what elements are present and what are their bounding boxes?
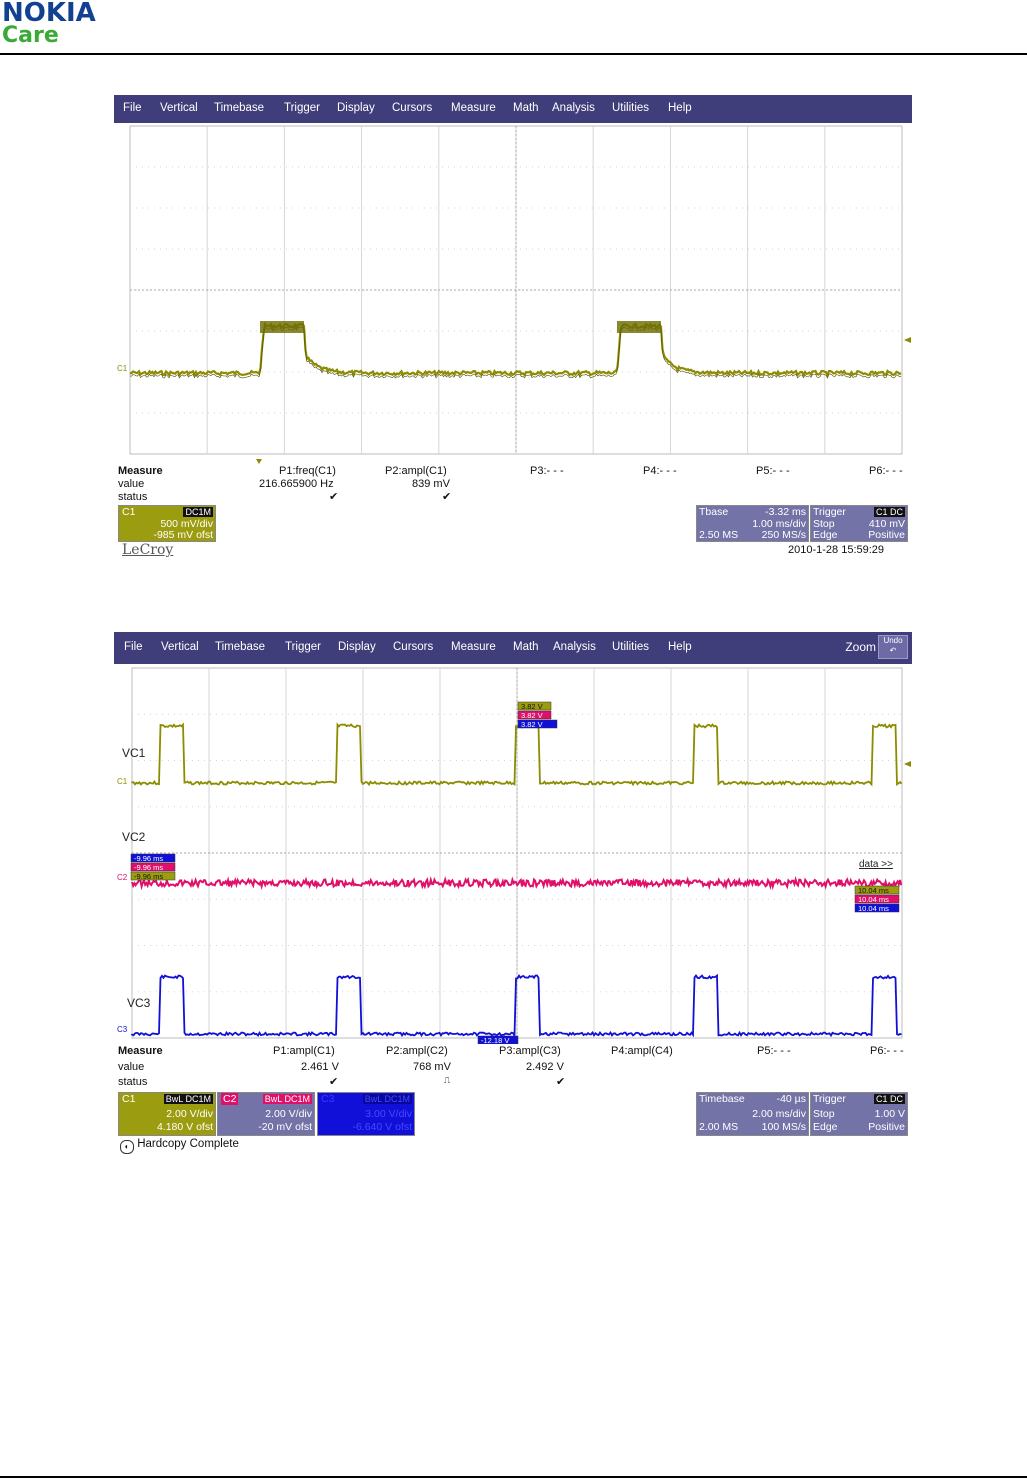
scope2-c1-marker: C1 [117, 777, 128, 786]
scope2-c1-coupling: DC1M [185, 1094, 211, 1104]
menu-math[interactable]: Math [513, 102, 539, 114]
bottom-tag-1: -12.18 V [481, 1036, 510, 1044]
scope1-p6-name: P6:- - - [869, 465, 903, 477]
menu-file[interactable]: File [123, 102, 142, 114]
nokia-care-logo [2, 0, 96, 47]
scope1-value-label: value [118, 478, 145, 490]
scope2-measure-title: Measure [118, 1045, 163, 1057]
scope1-c1-vdiv: 500 mV/div [160, 518, 213, 530]
scope2-c1-offset: 4.180 V ofst [156, 1121, 213, 1133]
scope2-tbase-value: -40 µs [776, 1093, 806, 1105]
scope1-trigger-mode: Stop [813, 518, 835, 530]
scope1-p5-name: P5:- - - [756, 465, 790, 477]
menu-utilities[interactable]: Utilities [612, 641, 650, 653]
left-tag-2: -9.96 ms [134, 863, 164, 872]
scope2-c1-vdiv: 2.00 V/div [166, 1108, 213, 1120]
hardcopy-text: Hardcopy Complete [137, 1138, 239, 1150]
right-tag-3: 10.04 ms [858, 904, 889, 913]
scope2-c2-coupling: DC1M [284, 1094, 310, 1104]
menu-cursors[interactable]: Cursors [392, 102, 433, 114]
menu-measure[interactable]: Measure [451, 102, 496, 114]
scope2-c3-offset: -6.640 V ofst [352, 1121, 412, 1133]
scope1-p3-name: P3:- - - [530, 465, 564, 477]
scope2-c3-vdiv: 3.00 V/div [365, 1108, 412, 1120]
left-tag-1: -9.96 ms [134, 854, 164, 863]
scope1-c1-offset: -985 mV ofst [153, 529, 213, 541]
scope1-p1-name: P1:freq(C1) [279, 465, 336, 477]
scope1-p2-status: ✔ [442, 491, 452, 503]
scope2-c2-tags [263, 1094, 312, 1104]
scope2-c3-bw: BwL [364, 1094, 382, 1104]
zoom-button[interactable]: Zoom [845, 640, 876, 654]
menu-trigger[interactable]: Trigger [284, 102, 320, 114]
scope1-trigger-label: Trigger [813, 506, 846, 518]
scope2-p2-name: P2:ampl(C2) [386, 1045, 448, 1057]
scope2-c1-channel-box[interactable] [118, 1092, 216, 1136]
scope1-c1-marker: C1 [117, 364, 128, 373]
data-link: data >> [859, 859, 893, 870]
scope2-c3-tags [363, 1094, 412, 1104]
scope2-trigger-mode: Stop [813, 1108, 835, 1120]
scope1-p2-value: 839 mV [412, 478, 450, 490]
vc1-label: VC1 [122, 746, 146, 760]
scope2-p3-status: ✔ [556, 1076, 566, 1088]
undo-label: Undo [883, 636, 903, 645]
menu-vertical[interactable]: Vertical [161, 641, 199, 653]
undo-icon: ↶ [889, 646, 897, 655]
menu-timebase[interactable]: Timebase [215, 641, 266, 653]
scope2-trigger-chan-text: C1 [875, 1094, 888, 1104]
scope2-trigger-slope: Positive [868, 1121, 905, 1133]
scope2-c2-channel-box[interactable] [217, 1092, 315, 1136]
scope1-trigger-level: 410 mV [868, 518, 905, 530]
scope1-status-label: status [118, 491, 148, 503]
scope1-c1-channel-box[interactable] [118, 505, 216, 542]
scope1-trigger-type: Edge [813, 529, 838, 541]
menu-vertical[interactable]: Vertical [160, 102, 198, 114]
undo-button[interactable] [878, 635, 908, 659]
logo-sub: Care [2, 23, 59, 48]
scope1-trigger-chan [874, 507, 905, 517]
printer-icon: ◐ [120, 1140, 134, 1154]
menu-analysis[interactable]: Analysis [553, 641, 596, 653]
scope2-trigger-type: Edge [813, 1121, 838, 1133]
scope2-trigger-label: Trigger [813, 1093, 846, 1105]
scope1-trigger-box[interactable] [810, 505, 908, 542]
scope2-p1-name: P1:ampl(C1) [273, 1045, 335, 1057]
scope1-tbase-value: -3.32 ms [765, 506, 806, 518]
vc3-label: VC3 [127, 996, 151, 1010]
scope2-p2-value: 768 mV [413, 1061, 451, 1073]
top-tag-2: 3.82 V [521, 711, 543, 720]
scope2-graticule [114, 664, 912, 1044]
scope1-tbase-tdiv: 1.00 ms/div [752, 518, 806, 530]
logo-brand: NOKIA [2, 0, 96, 28]
top-cursor-tags [518, 702, 557, 729]
scope2-c3-marker: C3 [117, 1025, 128, 1034]
scope2-p5-name: P5:- - - [757, 1045, 791, 1057]
menu-trigger[interactable]: Trigger [285, 641, 321, 653]
top-tag-3: 3.82 V [521, 720, 543, 729]
menu-measure[interactable]: Measure [451, 641, 496, 653]
scope2-c2-vdiv: 2.00 V/div [265, 1108, 312, 1120]
scope1-tbase-rate: 250 MS/s [761, 529, 806, 541]
scope1-p1-value: 216.665900 Hz [259, 478, 334, 490]
scope2-c1-bw: BwL [165, 1094, 183, 1104]
scope1-trigger-chan-text: C1 [875, 507, 888, 517]
scope2-p1-value: 2.461 V [301, 1061, 339, 1073]
scope2-c1-label: C1 [122, 1093, 136, 1105]
scope1-c1-coupling: DC1M [185, 507, 211, 517]
scope2-p6-name: P6:- - - [870, 1045, 904, 1057]
scope2-p1-status: ✔ [329, 1076, 339, 1088]
scope2-tbase-rate: 100 MS/s [761, 1121, 806, 1133]
scope1-trigger-coupling: DC [890, 507, 903, 517]
menu-cursors[interactable]: Cursors [393, 641, 434, 653]
scope1-p2-name: P2:ampl(C1) [385, 465, 447, 477]
scope1-c1-label: C1 [122, 506, 136, 518]
scope2-trigger-level: 1.00 V [874, 1108, 905, 1120]
scope1-p4-name: P4:- - - [643, 465, 677, 477]
scope2-c2-offset: -20 mV ofst [258, 1121, 312, 1133]
top-tag-1: 3.82 V [521, 702, 543, 711]
scope1-measure-title: Measure [118, 465, 163, 477]
scope2-c2-label: C2 [223, 1093, 237, 1105]
scope1-timebase-box[interactable] [696, 505, 809, 542]
scope2-value-label: value [118, 1061, 145, 1073]
menu-math[interactable]: Math [513, 641, 539, 653]
menu-display[interactable]: Display [337, 102, 375, 114]
scope2-p3-value: 2.492 V [526, 1061, 564, 1073]
scope2-c2-marker: C2 [117, 873, 128, 882]
scope1-menubar [114, 95, 912, 123]
right-tag-1: 10.04 ms [858, 886, 889, 895]
left-cursor-tags [131, 854, 175, 881]
menu-help[interactable]: Help [668, 641, 692, 653]
scope2-c3-coupling: DC1M [384, 1094, 410, 1104]
menu-utilities[interactable]: Utilities [612, 102, 650, 114]
footer-rule [0, 1476, 1027, 1478]
scope1-trigger-slope: Positive [868, 529, 905, 541]
lecroy-logo: LeCroy [122, 542, 174, 558]
oscilloscope-screenshot-1 [114, 95, 912, 565]
menu-help[interactable]: Help [668, 102, 692, 114]
c1-pulse-band [260, 321, 304, 333]
menu-display[interactable]: Display [338, 641, 376, 653]
vc2-label: VC2 [122, 830, 146, 844]
scope1-timestamp: 2010-1-28 15:59:29 [788, 544, 885, 556]
scope2-c1-tags [164, 1094, 213, 1104]
scope1-graticule [114, 123, 912, 468]
scope2-c2-bw: BwL [264, 1094, 282, 1104]
scope2-tbase-samples: 2.00 MS [699, 1121, 739, 1133]
bottom-cursor-tags [472, 1036, 518, 1044]
scope1-tbase-samples: 2.50 MS [699, 529, 739, 541]
scope2-tbase-tdiv: 2.00 ms/div [752, 1108, 806, 1120]
scope1-p1-status: ✔ [329, 491, 339, 503]
scope2-tbase-label: Timebase [699, 1093, 745, 1105]
scope2-p4-name: P4:ampl(C4) [611, 1045, 673, 1057]
left-tag-3: -9.96 ms [134, 872, 164, 881]
scope2-trigger-box[interactable] [810, 1092, 908, 1136]
scope2-status-label: status [118, 1076, 148, 1088]
scope2-p3-name: P3:ampl(C3) [499, 1045, 561, 1057]
c1-pulse-band [617, 321, 661, 333]
scope1-tbase-label: Tbase [699, 506, 729, 518]
menu-timebase[interactable]: Timebase [214, 102, 265, 114]
scope2-trigger-chan [874, 1094, 905, 1104]
right-cursor-tags [855, 886, 899, 913]
menu-analysis[interactable]: Analysis [552, 102, 595, 114]
scope2-c3-label: C3 [321, 1093, 335, 1105]
menu-file[interactable]: File [124, 641, 143, 653]
scope2-c3-channel-box[interactable] [317, 1092, 415, 1136]
scope2-trigger-coupling: DC [890, 1094, 903, 1104]
hardcopy-status [120, 1138, 239, 1154]
scope2-timebase-box[interactable] [696, 1092, 809, 1136]
scope2-menubar [114, 632, 912, 664]
oscilloscope-screenshot-2 [114, 632, 912, 1162]
scope2-p2-status: ⎍ [444, 1075, 451, 1085]
right-tag-2: 10.04 ms [858, 895, 889, 904]
header-rule [0, 53, 1027, 55]
